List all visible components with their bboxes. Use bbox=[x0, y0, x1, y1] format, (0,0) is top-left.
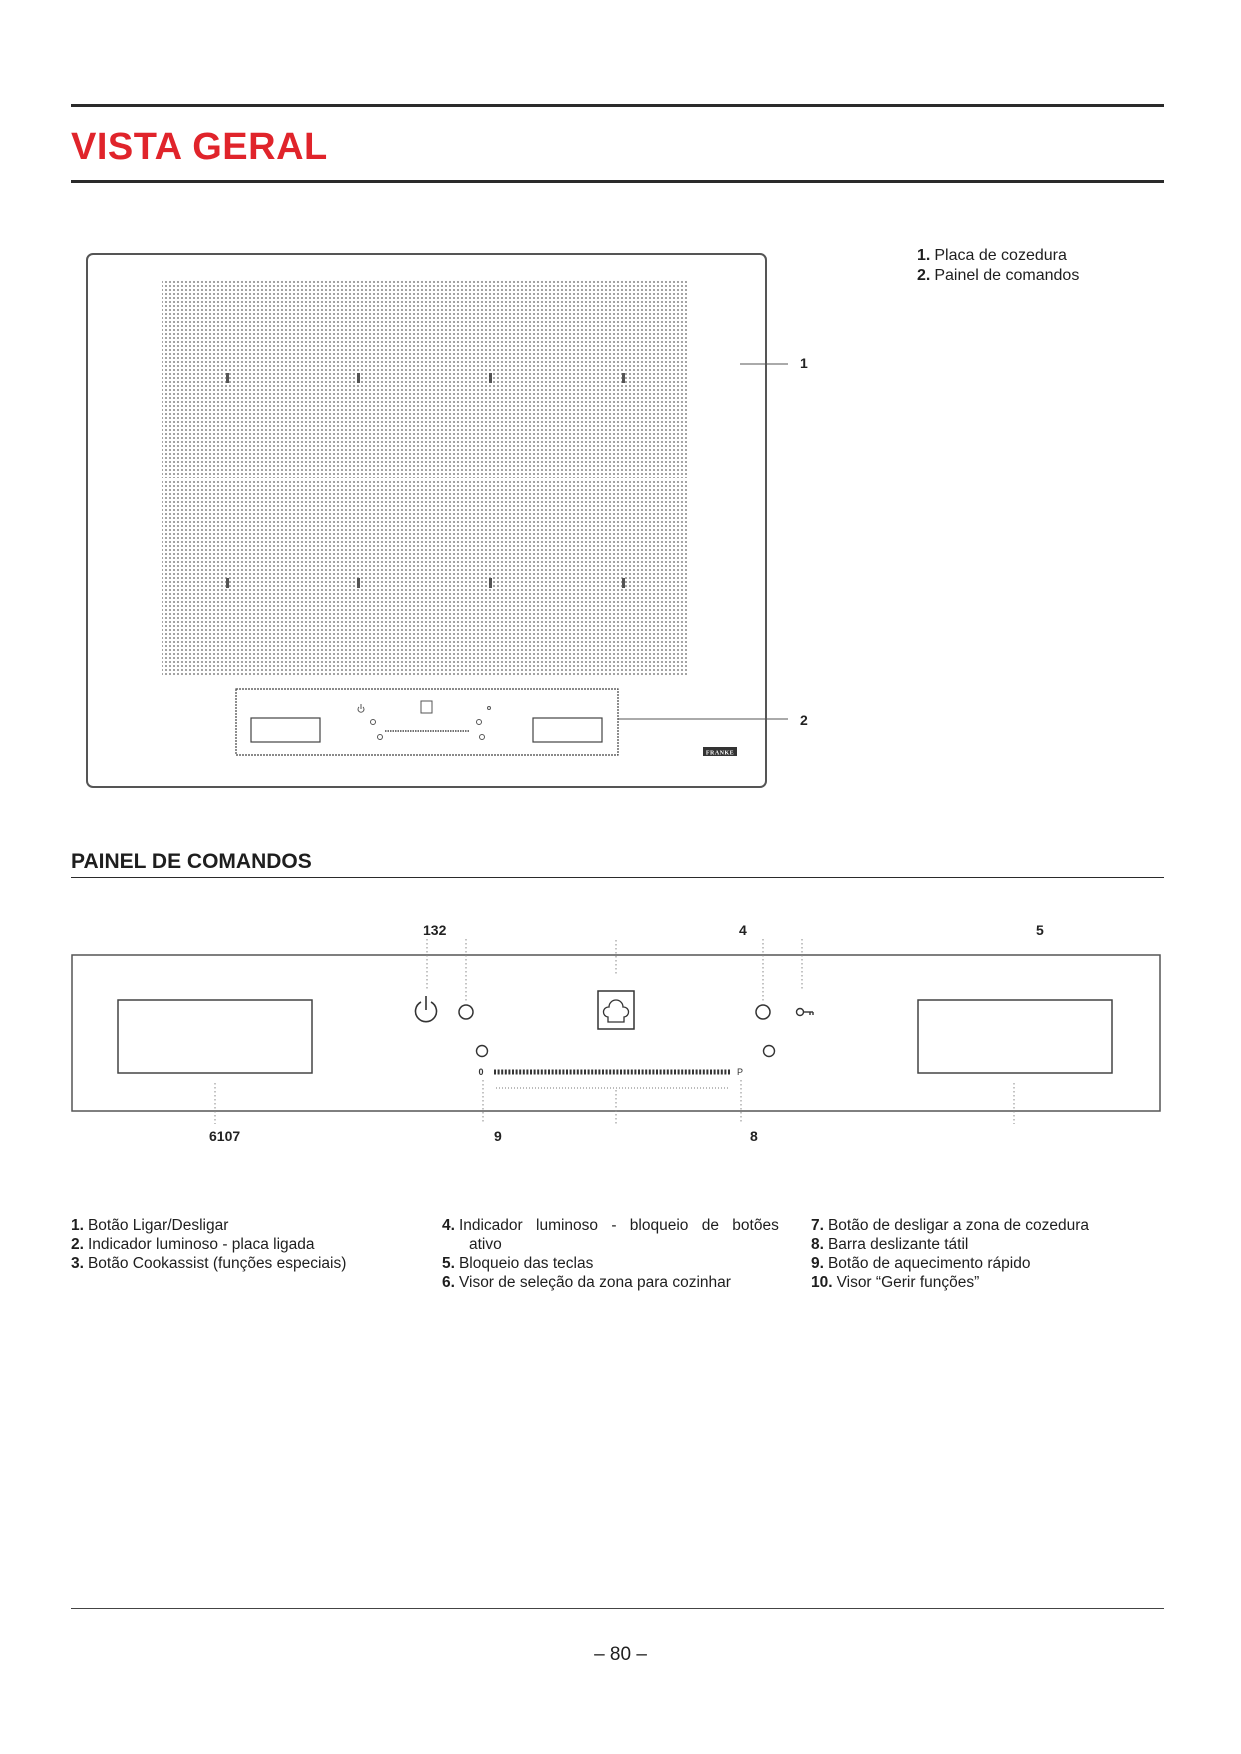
booster-button bbox=[764, 1046, 775, 1057]
list-item: 8. Barra deslizante tátil bbox=[811, 1236, 969, 1253]
list-item: 1. Botão Ligar/Desligar bbox=[71, 1217, 229, 1234]
power-icon bbox=[415, 996, 436, 1022]
list-item: 3. Botão Cookassist (funções especiais) bbox=[71, 1255, 347, 1272]
overview-callout-2: 2 bbox=[800, 712, 808, 728]
panel-callout-bottom-b: 9 bbox=[494, 1128, 502, 1144]
panel-callout-top-c: 5 bbox=[1036, 922, 1044, 938]
list-item: 5. Bloqueio das teclas bbox=[442, 1255, 594, 1272]
panel-callout-bottom-c: 8 bbox=[750, 1128, 758, 1144]
section-title: PAINEL DE COMANDOS bbox=[71, 850, 312, 873]
panel-callout-bottom-a: 6107 bbox=[209, 1128, 241, 1144]
zone-display-right bbox=[918, 1000, 1112, 1073]
lock-led bbox=[756, 1005, 770, 1019]
slider-min-label: 0 bbox=[478, 1067, 484, 1077]
legend-column-3 bbox=[811, 1216, 1141, 1292]
page-number: – 80 – bbox=[594, 1644, 647, 1665]
list-item: 2. Indicador luminoso - placa ligada bbox=[71, 1236, 315, 1253]
list-item-continuation: ativo bbox=[469, 1236, 502, 1253]
list-item: 6. Visor de seleção da zona para cozinhar bbox=[442, 1274, 731, 1291]
overview-callout-1: 1 bbox=[800, 355, 808, 371]
footer-rule bbox=[71, 1608, 1164, 1609]
slider-max-label: P bbox=[736, 1067, 744, 1077]
list-item: 2. Painel de comandos bbox=[917, 267, 1080, 284]
list-item: 10. Visor “Gerir funções” bbox=[811, 1274, 980, 1291]
brand-logo: FRANKE bbox=[705, 750, 735, 757]
zone-display-left bbox=[118, 1000, 312, 1073]
chef-hat-icon bbox=[603, 1000, 628, 1022]
list-item: 1. Placa de cozedura bbox=[917, 247, 1067, 264]
list-item: 7. Botão de desligar a zona de cozedura bbox=[811, 1217, 1090, 1234]
list-item: 4. Indicador luminoso - bloqueio de botões bbox=[442, 1217, 779, 1234]
page-title: VISTA GERAL bbox=[71, 126, 328, 168]
list-item: 9. Botão de aquecimento rápido bbox=[811, 1255, 1031, 1272]
legend-column-2 bbox=[442, 1216, 782, 1292]
legend-column-1 bbox=[71, 1216, 371, 1273]
power-led bbox=[459, 1005, 473, 1019]
key-icon bbox=[797, 1009, 814, 1016]
zone-off-button bbox=[477, 1046, 488, 1057]
panel-callout-top-a: 132 bbox=[423, 922, 447, 938]
panel-callout-top-b: 4 bbox=[739, 922, 747, 938]
